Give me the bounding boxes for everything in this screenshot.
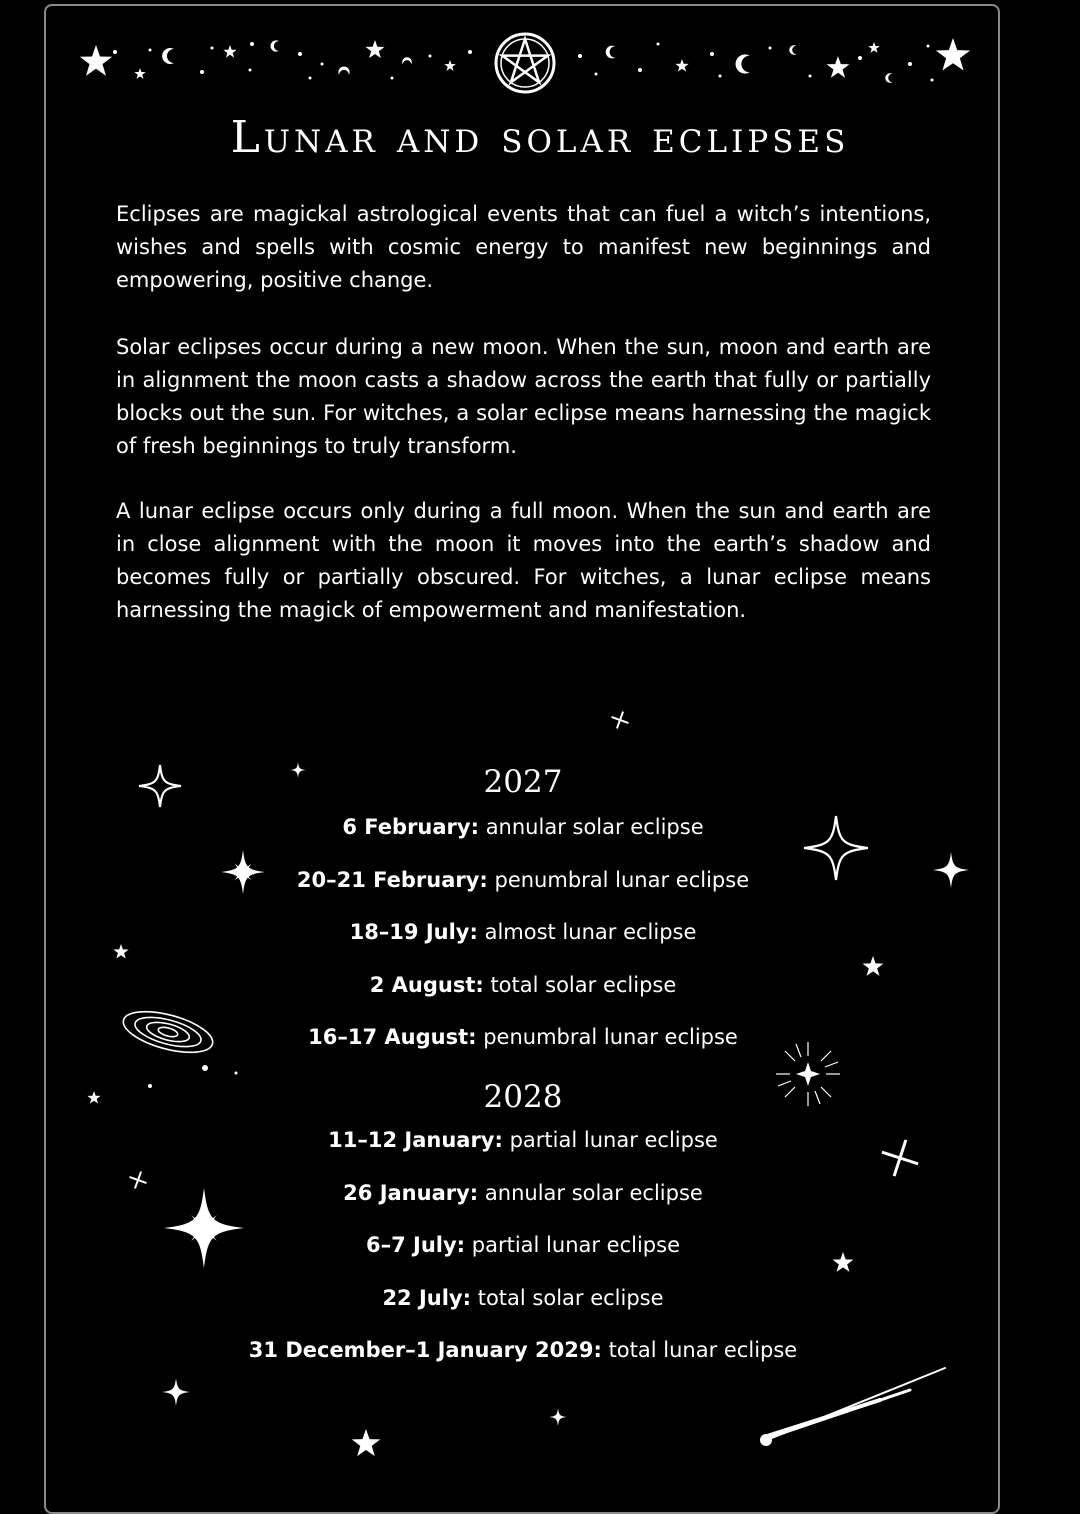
event-description: penumbral lunar eclipse <box>483 1025 738 1049</box>
event-date: 18–19 July: <box>349 920 478 944</box>
list-item <box>0 1127 1046 1180</box>
event-date: 11–12 January: <box>328 1128 503 1152</box>
list-item <box>0 1232 1046 1285</box>
event-date: 31 December–1 January 2029: <box>248 1338 602 1362</box>
event-description: annular solar eclipse <box>484 1180 703 1205</box>
eclipse-list-2028 <box>0 1127 1046 1390</box>
list-item <box>0 1337 1046 1390</box>
event-date: 6 February: <box>342 815 479 839</box>
year-heading-2028: 2028 <box>483 1079 563 1115</box>
list-item <box>0 919 1046 972</box>
lunar-eclipse-paragraph: A lunar eclipse occurs only during a full moon. When the sun and earth are in close alignment with the moon it moves into the earth’s shadow and becomes fully or partially obscured. For witches, a lunar eclipse means harnessing the magick of empowerment and manifestation. <box>116 499 931 622</box>
event-date: 26 January: <box>343 1180 479 1205</box>
event-date: 16–17 August: <box>308 1025 477 1049</box>
event-description: total lunar eclipse <box>608 1338 798 1362</box>
event-description: almost lunar eclipse <box>484 920 697 944</box>
event-description: partial lunar eclipse <box>471 1233 681 1257</box>
event-date: 2 August: <box>369 972 484 997</box>
list-item <box>0 867 1046 920</box>
event-date: 22 July: <box>382 1285 472 1310</box>
list-item <box>0 1180 1046 1233</box>
intro-paragraph: Eclipses are magickal astrological events that can fuel a witch’s intentions, wishes and spells with cosmic energy to manifest new beginnings and empowering, positive change. <box>116 202 931 292</box>
year-heading-2027: 2027 <box>483 764 563 800</box>
list-item <box>0 972 1046 1025</box>
event-date: 20–21 February: <box>296 867 488 892</box>
list-item <box>0 1024 1046 1077</box>
list-item <box>0 814 1046 867</box>
eclipse-list-2027 <box>0 814 1046 1077</box>
event-description: total solar eclipse <box>477 1285 664 1310</box>
event-description: total solar eclipse <box>490 972 677 997</box>
page-title: Lunar and solar eclipses <box>230 112 850 163</box>
event-description: partial lunar eclipse <box>509 1128 718 1152</box>
event-description: penumbral lunar eclipse <box>494 867 750 892</box>
list-item <box>0 1285 1046 1338</box>
event-date: 6–7 July: <box>365 1233 466 1257</box>
solar-eclipse-paragraph: Solar eclipses occur during a new moon. When the sun, moon and earth are in alignment the moon casts a shadow across the earth that fully or partially blocks out the sun. For witches, a solar eclipse means harnessing the magick of fresh beginnings to truly transform. <box>116 335 931 458</box>
event-description: annular solar eclipse <box>485 815 704 839</box>
